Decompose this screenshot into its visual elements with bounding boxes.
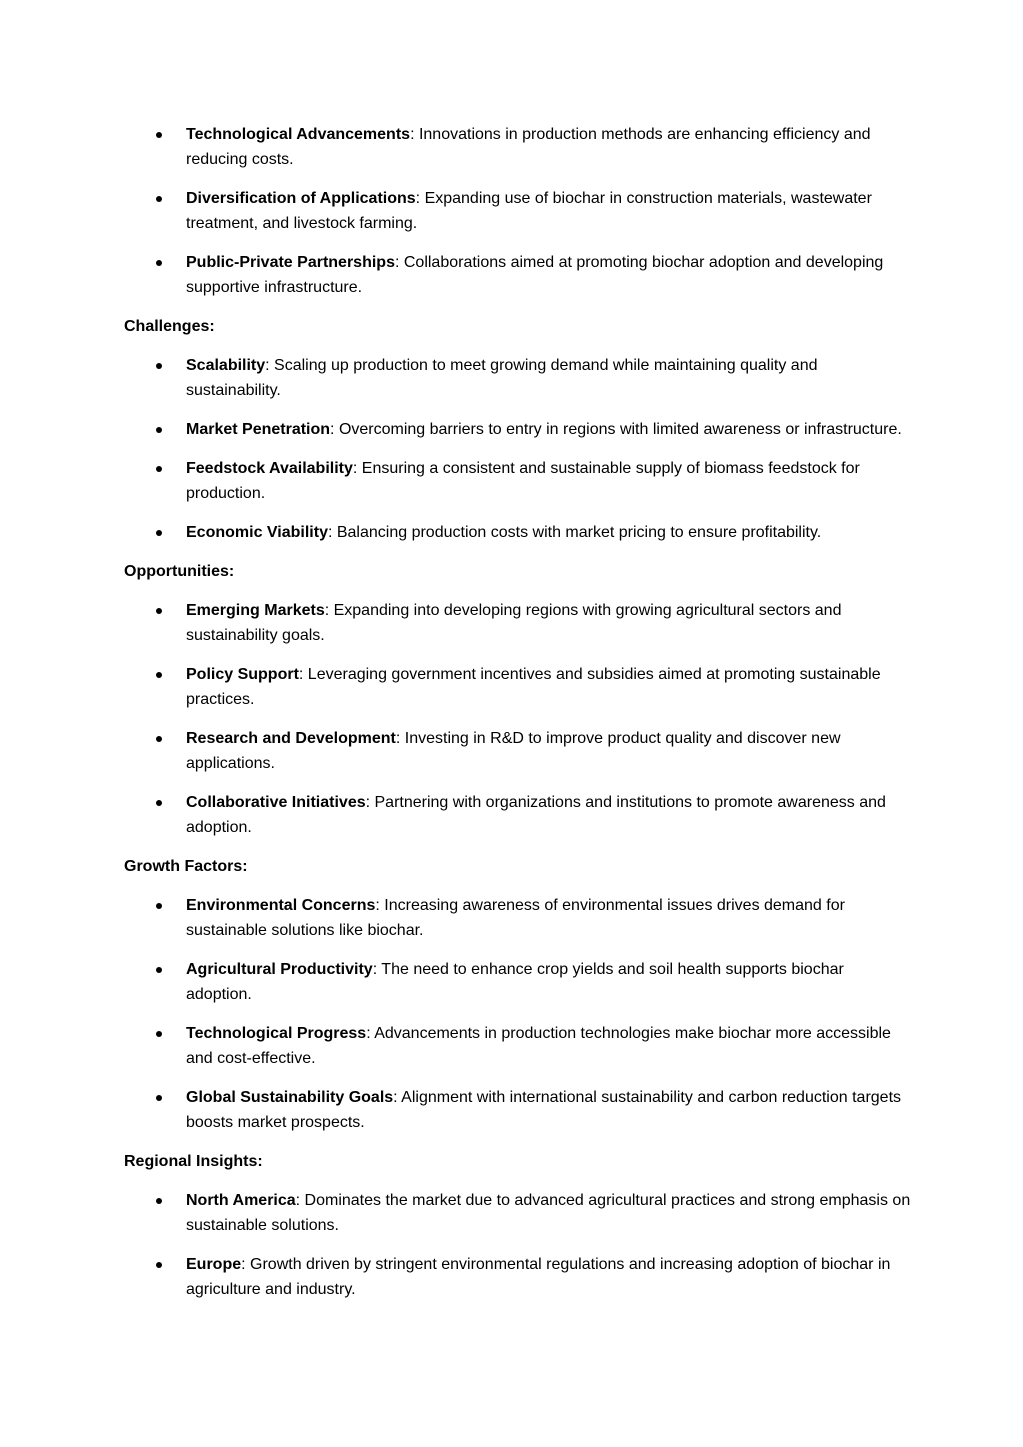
list-item-text: : Ensuring a consistent and sustainable supply of biomass feedstock for production. [186,460,860,502]
list-item-term: Technological Advancements [186,126,411,143]
list-item-text: : Investing in R&D to improve product quality and discover new applications. [186,730,841,772]
list-item-term: Research and Development [186,730,396,747]
list-item [124,726,914,776]
list-item-term: Agricultural Productivity [186,961,373,978]
list-item-text: : Dominates the market due to advanced agricultural practices and strong emphasis on sustainable solutions. [186,1192,911,1234]
list-item-text: : Balancing production costs with market pricing to ensure profitability. [327,524,822,541]
list-item-text: : Advancements in production technologies make biochar more accessible and cost-effective. [186,1025,891,1067]
list-item [124,1085,914,1135]
bullet-icon [156,427,162,433]
list-item-term: Market Penetration [186,421,331,438]
bullet-icon [156,903,162,909]
list-item-term: Public-Private Partnerships [186,254,395,271]
list-item-term: Collaborative Initiatives [186,794,366,811]
bullet-icon [156,363,162,369]
bullet-icon [156,736,162,742]
bullet-icon [156,196,162,202]
bullet-list [124,353,914,545]
list-item-term: Environmental Concerns [186,897,376,914]
list-item [124,1188,914,1238]
list-item [124,456,914,506]
bullet-icon [156,530,162,536]
list-item-term: Emerging Markets [186,602,325,619]
list-item [124,790,914,840]
bullet-icon [156,1095,162,1101]
list-item-text: : Leveraging government incentives and subsidies aimed at promoting sustainable practices. [186,666,881,708]
document-body [124,122,914,1316]
list-item-term: Technological Progress [186,1025,367,1042]
bullet-list [124,1188,914,1302]
list-item-text: : The need to enhance crop yields and soil health supports biochar adoption. [186,961,844,1003]
section-heading: Regional Insights: [124,1153,263,1170]
list-item [124,186,914,236]
bullet-icon [156,1031,162,1037]
list-item-text: : Scaling up production to meet growing demand while maintaining quality and sustainability. [186,357,818,399]
bullet-icon [156,1262,162,1268]
list-item [124,1021,914,1071]
list-item [124,353,914,403]
list-item [124,957,914,1007]
bullet-icon [156,672,162,678]
bullet-list [124,598,914,840]
list-item [124,598,914,648]
bullet-icon [156,466,162,472]
list-item [124,520,914,545]
section-heading: Opportunities: [124,563,235,580]
bullet-icon [156,260,162,266]
list-item-text: : Partnering with organizations and institutions to promote awareness and adoption. [186,794,886,836]
list-item-term: Diversification of Applications [186,190,416,207]
list-item [124,250,914,300]
list-item-text: : Expanding into developing regions with growing agricultural sectors and sustainability goals. [186,602,842,644]
list-item [124,417,914,442]
list-item-text: : Collaborations aimed at promoting biochar adoption and developing supportive infrastructure. [186,254,884,296]
bullet-list [124,893,914,1135]
list-item-text: : Innovations in production methods are enhancing efficiency and reducing costs. [186,126,871,168]
list-item [124,893,914,943]
bullet-list [124,122,914,300]
list-item [124,1252,914,1302]
list-item-term: Policy Support [186,666,299,683]
list-item-text: : Overcoming barriers to entry in regions with limited awareness or infrastructure. [330,421,902,438]
list-item-text: : Alignment with international sustainability and carbon reduction targets boosts market prospects. [186,1089,902,1131]
list-item-term: North America [186,1192,296,1209]
list-item-text: : Increasing awareness of environmental issues drives demand for sustainable solutions like biochar. [186,897,845,939]
bullet-icon [156,132,162,138]
list-item-term: Economic Viability [186,524,328,541]
list-item-term: Europe [186,1256,242,1273]
section-heading: Challenges: [124,318,215,335]
list-item-term: Global Sustainability Goals [186,1089,394,1106]
list-item [124,122,914,172]
list-item-term: Feedstock Availability [186,460,353,477]
bullet-icon [156,1198,162,1204]
section-heading: Growth Factors: [124,858,248,875]
list-item [124,662,914,712]
list-item-text: : Expanding use of biochar in construction materials, wastewater treatment, and livestock farming. [186,190,872,232]
bullet-icon [156,800,162,806]
bullet-icon [156,967,162,973]
bullet-icon [156,608,162,614]
list-item-term: Scalability [186,357,266,374]
list-item-text: : Growth driven by stringent environmental regulations and increasing adoption of biochar in agriculture and industry. [186,1256,891,1298]
